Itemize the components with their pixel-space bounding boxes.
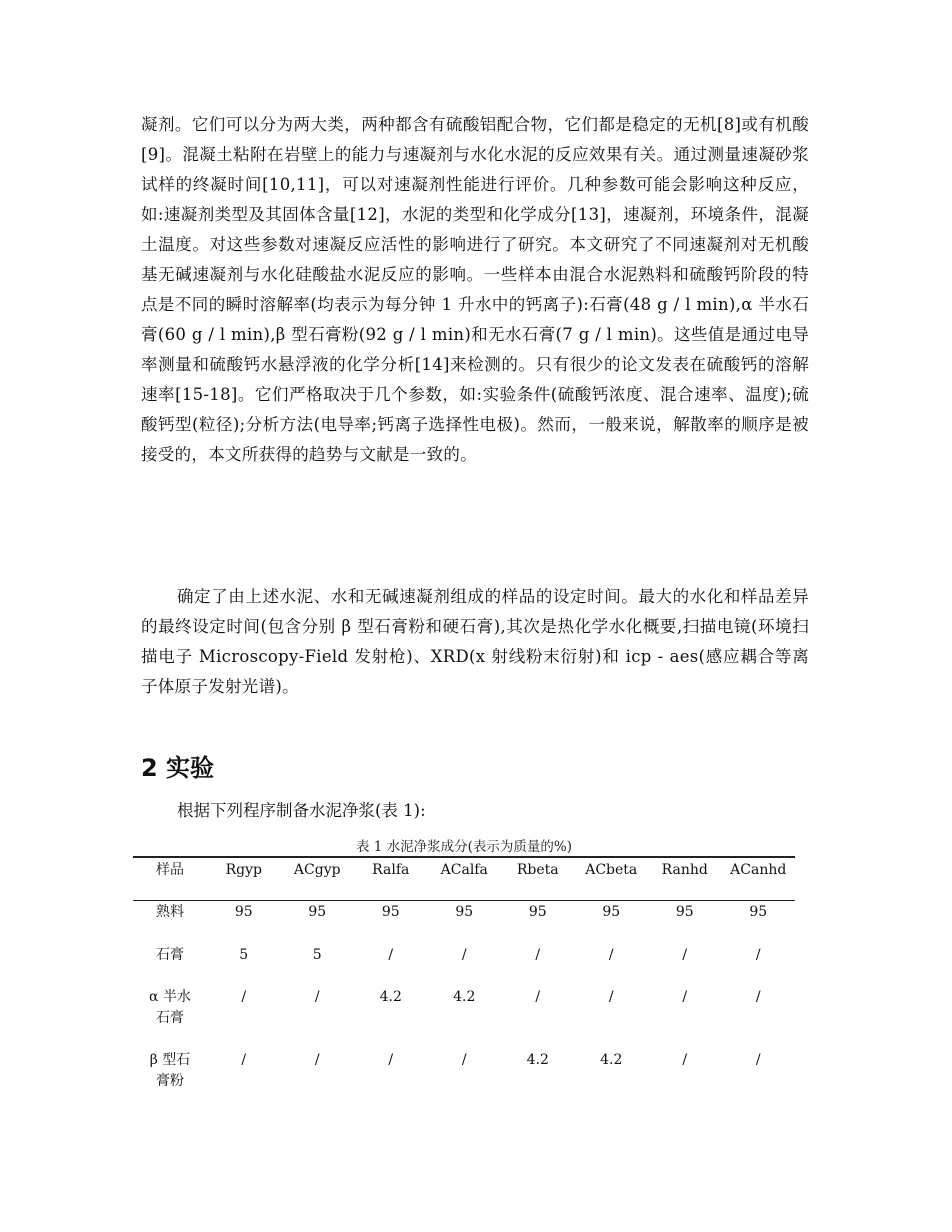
row-label [133, 902, 207, 945]
table-cell: 4.2 [526, 1052, 549, 1068]
table-cell: 95 [749, 904, 768, 920]
row-label-line: 膏粉 [156, 1073, 184, 1089]
row-label [133, 1050, 207, 1100]
table-cell: / [755, 1052, 761, 1068]
table-cell: 5 [312, 947, 322, 963]
table-cell: 95 [675, 904, 694, 920]
column-header: ACgyp [293, 862, 341, 878]
table-cell: / [608, 989, 614, 1005]
column-header: Ranhd [661, 862, 708, 878]
table-cell: / [608, 947, 614, 963]
table-row [133, 987, 795, 1050]
table-cell: / [682, 947, 688, 963]
table-cell: 95 [528, 904, 547, 920]
column-header: ACanhd [730, 862, 787, 878]
table-cell: 4.2 [379, 989, 402, 1005]
column-header: ACalfa [440, 862, 488, 878]
row-label [133, 987, 207, 1050]
body-paragraph-2: 确定了由上述水泥、水和无碱速凝剂组成的样品的设定时间。最大的水化和样品差异的最终设定时间(包含分别 β 型石膏粉和硬石膏),其次是热化学水化概要,扫描电镜(环境扫描电子 Microscopy-Field 发射枪)、XRD(x 射线粉末衍射)和 icp - aes(感应耦合等离子体原子发射光谱)。 [141, 587, 809, 696]
table-cell: / [535, 947, 541, 963]
table-cell: 95 [455, 904, 474, 920]
section-heading: 2 实验 [141, 754, 215, 782]
table-cell: / [241, 1052, 247, 1068]
row-label-line: 石膏 [156, 947, 184, 963]
row-label-line: β 型石 [149, 1052, 191, 1068]
column-header: ACbeta [585, 862, 638, 878]
table-cell: / [682, 1052, 688, 1068]
composition-table [133, 858, 795, 1100]
table-cell: 95 [381, 904, 400, 920]
row-label-line: 石膏 [156, 1010, 184, 1026]
column-header: Ralfa [372, 862, 410, 878]
table-cell: / [755, 989, 761, 1005]
table-cell: 95 [602, 904, 621, 920]
table-cell: / [388, 947, 394, 963]
table-cell: / [755, 947, 761, 963]
column-header: Rgyp [225, 862, 262, 878]
table-cell: / [461, 1052, 467, 1068]
row-label [133, 945, 207, 987]
column-header: Rbeta [516, 862, 559, 878]
column-header: 样品 [156, 862, 184, 878]
table-row [133, 902, 795, 945]
table-cell: / [241, 989, 247, 1005]
row-label-line: 熟料 [156, 904, 184, 920]
table-header-row [133, 858, 795, 902]
table-caption: 表 1 水泥净浆成分(表示为质量的%) [355, 839, 573, 855]
table-cell: 95 [308, 904, 327, 920]
table-row [133, 945, 795, 987]
table-cell: / [388, 1052, 394, 1068]
table-cell: / [461, 947, 467, 963]
table-cell: / [314, 1052, 320, 1068]
row-label-line: α 半水 [149, 989, 191, 1005]
table-cell: / [314, 989, 320, 1005]
body-paragraph-1: 凝剂。它们可以分为两大类，两种都含有硫酸铝配合物，它们都是稳定的无机[8]或有机酸[9]。混凝土粘附在岩壁上的能力与速凝剂与水化水泥的反应效果有关。通过测量速凝砂浆试样的终凝时间[10,11]，可以对速凝剂性能进行评价。几种参数可能会影响这种反应，如:速凝剂类型及其固体含量[12]，水泥的类型和化学成分[13]，速凝剂，环境条件，混凝土温度。对这些参数对速凝反应活性的影响进行了研究。本文研究了不同速凝剂对无机酸基无碱速凝剂与水化硅酸盐水泥反应的影响。一些样本由混合水泥熟料和硫酸钙阶段的特点是不同的瞬时溶解率(均表示为每分钟 1 升水中的钙离子):石膏(48 g / l min),α 半水石膏(60 g / l min),β 型石膏粉(92 g / l min)和无水石膏(7 g / l min)。这些值是通过电导率测量和硫酸钙水悬浮液的化学分析[14]来检测的。只有很少的论文发表在硫酸钙的溶解速率[15-18]。它们严格取决于几个参数，如:实验条件(硫酸钙浓度、混合速率、温度);硫酸钙型(粒径);分析方法(电导率;钙离子选择性电极)。然而，一般来说，解散率的顺序是被接受的，本文所获得的趋势与文献是一致的。 [141, 115, 809, 464]
table-cell: 95 [234, 904, 253, 920]
table-cell: / [682, 989, 688, 1005]
table-cell: 5 [239, 947, 249, 963]
table-cell: / [535, 989, 541, 1005]
table-row [133, 1050, 795, 1100]
table-cell: 4.2 [453, 989, 476, 1005]
table-intro-text: 根据下列程序制备水泥净浆(表 1): [177, 801, 426, 820]
table-cell: 4.2 [600, 1052, 623, 1068]
